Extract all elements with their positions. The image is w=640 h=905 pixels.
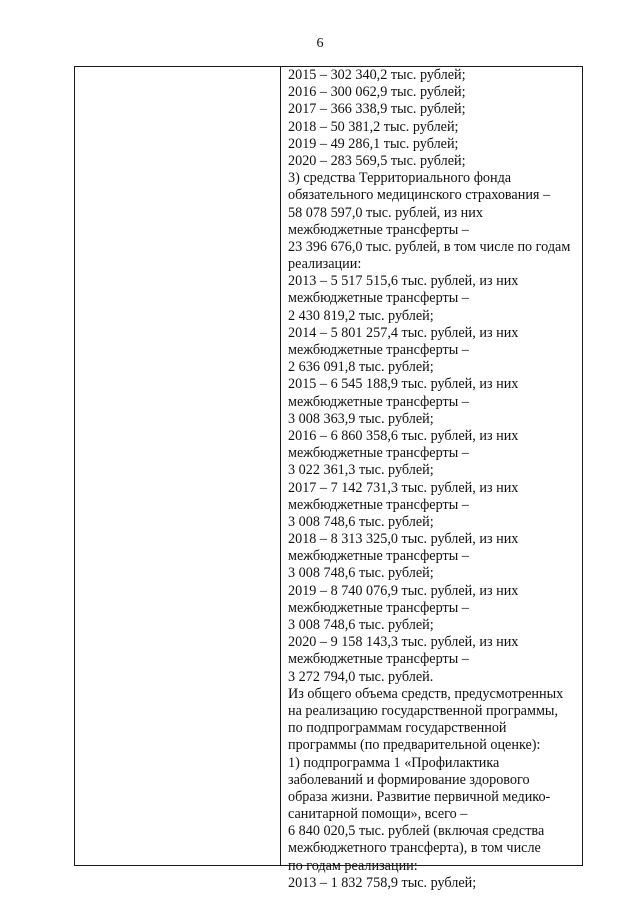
table-left-cell [75,67,281,865]
text-line: программы (по предварительной оценке): [288,737,541,754]
text-line: обязательного медицинского страхования – [288,187,551,204]
text-line: 58 078 597,0 тыс. рублей, из них [288,204,483,221]
text-line: 3 272 794,0 тыс. рублей. [288,668,434,685]
text-line: 2014 – 5 801 257,4 тыс. рублей, из них [288,324,519,341]
text-line: 2018 – 50 381,2 тыс. рублей; [288,118,459,135]
text-line: 2019 – 49 286,1 тыс. рублей; [288,135,459,152]
text-line: межбюджетные трансферты – [288,599,469,616]
text-line: 2013 – 1 832 758,9 тыс. рублей; [288,874,477,891]
text-line: межбюджетного трансферта), в том числе [288,840,541,857]
page-number: 6 [316,36,324,51]
text-line: межбюджетные трансферты – [288,342,469,358]
text-line: 2016 – 6 860 358,6 тыс. рублей, из них [288,427,519,444]
text-line: 2 636 091,8 тыс. рублей; [288,359,434,376]
text-line: по подпрограммам государственной [288,720,507,737]
text-line: 2016 – 300 062,9 тыс. рублей; [288,84,466,101]
text-line: 3 008 363,9 тыс. рублей; [288,410,434,427]
text-line: 3 008 748,6 тыс. рублей; [288,617,434,633]
text-line: межбюджетные трансферты – [288,445,469,462]
text-line: межбюджетные трансферты – [288,290,469,307]
text-line: на реализацию государственной программы, [288,702,559,719]
text-line: 6 840 020,5 тыс. рублей (включая средства [288,823,545,840]
text-line: санитарной помощи», всего – [288,806,468,823]
text-line: межбюджетные трансферты – [288,496,469,513]
text-line: межбюджетные трансферты – [288,651,469,668]
text-line: 2017 – 366 338,9 тыс. рублей; [288,101,466,118]
text-line: 2017 – 7 142 731,3 тыс. рублей, из них [288,479,519,496]
text-line: 3 008 748,6 тыс. рублей; [288,513,434,530]
text-line: межбюджетные трансферты – [288,548,469,565]
text-line: межбюджетные трансферты – [288,221,469,238]
text-line: Из общего объема средств, предусмотренных [288,685,564,702]
text-line: 2013 – 5 517 515,6 тыс. рублей, из них [288,273,519,290]
text-line: реализации: [288,256,362,273]
text-line: 1) подпрограмма 1 «Профилактика [288,754,500,771]
text-line: заболеваний и формирование здорового [288,771,530,788]
text-line: 2015 – 6 545 188,9 тыс. рублей, из них [288,376,519,393]
text-line: 2020 – 283 569,5 тыс. рублей; [288,152,466,169]
document-table [74,66,583,891]
text-line: 23 396 676,0 тыс. рублей, в том числе по годам [288,238,571,255]
text-line: 2 430 819,2 тыс. рублей; [288,307,434,324]
text-line: межбюджетные трансферты – [288,393,469,410]
text-line: 3) средства Территориального фонда [288,170,512,187]
text-line: 2020 – 9 158 143,3 тыс. рублей, из них [288,634,519,651]
text-line: 3 008 748,6 тыс. рублей; [288,565,434,582]
text-line: 2018 – 8 313 325,0 тыс. рублей, из них [288,531,519,548]
text-line: 2019 – 8 740 076,9 тыс. рублей, из них [288,582,519,599]
text-line: по годам реализации: [288,857,418,874]
table-right-cell [281,67,582,891]
text-line: 2015 – 302 340,2 тыс. рублей; [288,67,466,83]
text-line: 3 022 361,3 тыс. рублей; [288,462,434,479]
text-line: образа жизни. Развитие первичной медико- [288,788,551,805]
